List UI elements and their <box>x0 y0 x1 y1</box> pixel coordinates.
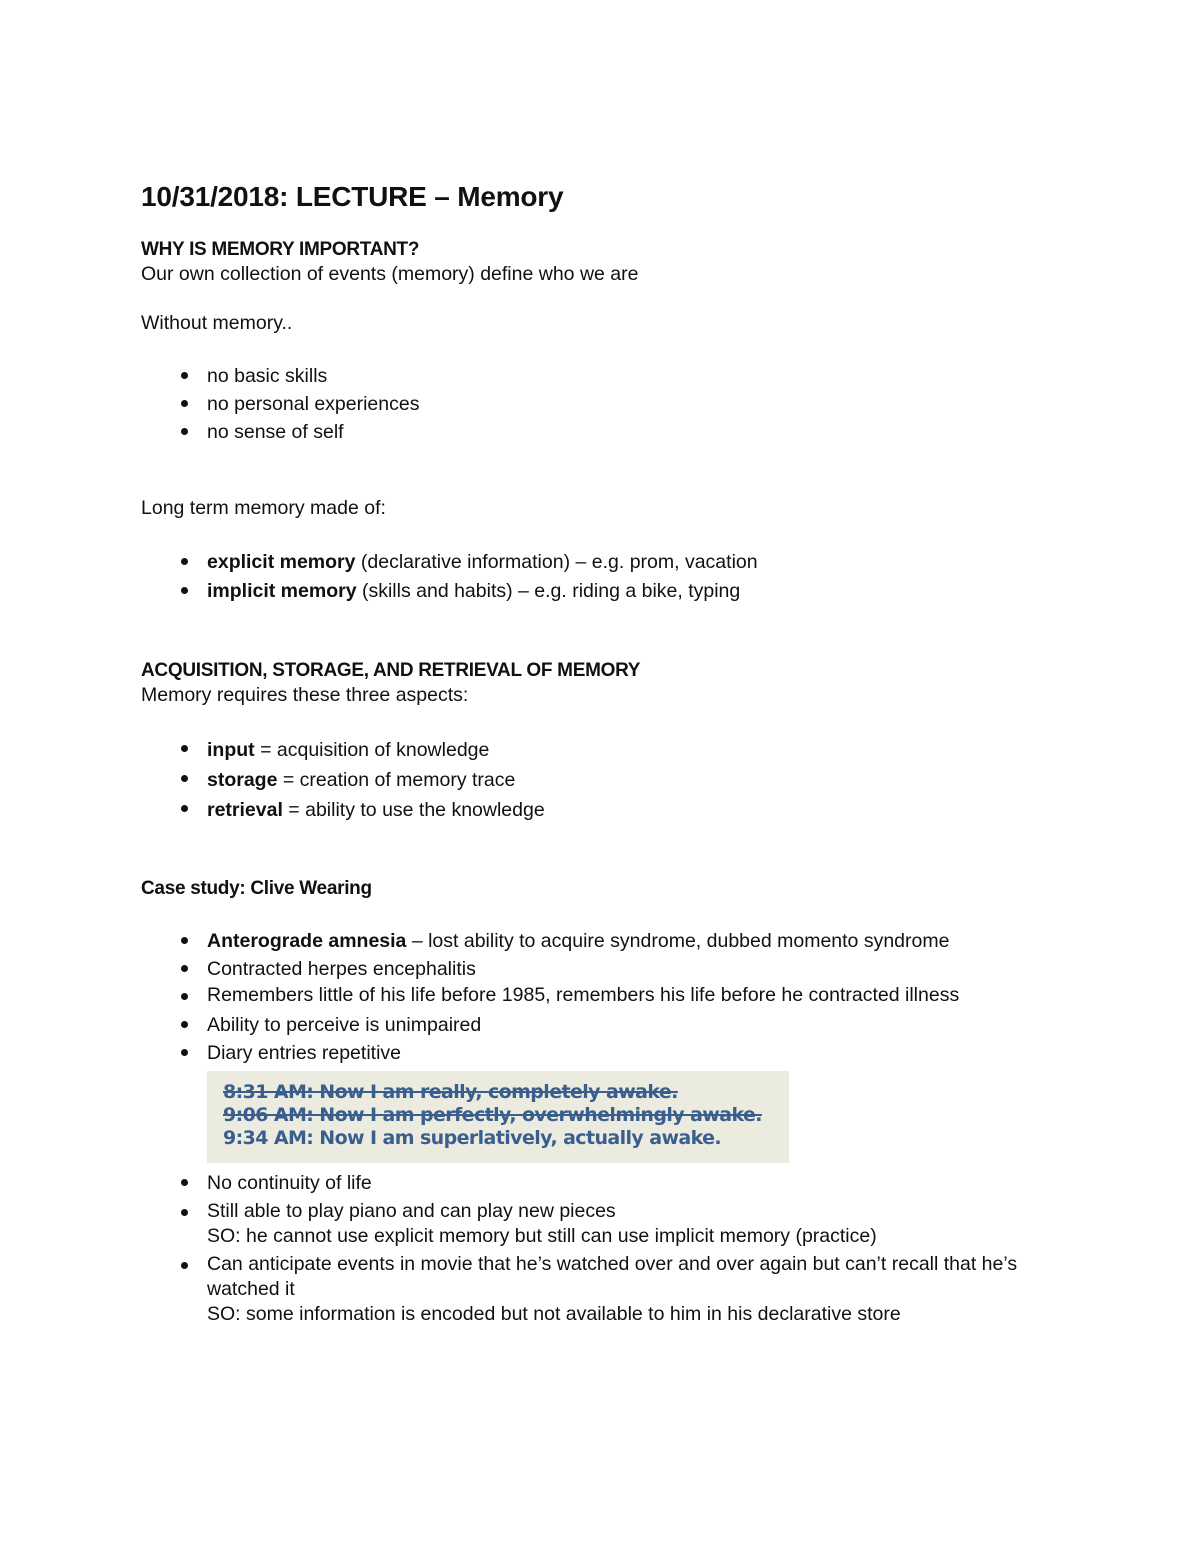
paragraph: Our own collection of events (memory) define who we are <box>141 263 639 285</box>
definition: = ability to use the knowledge <box>282 799 545 821</box>
list-item-text: Can anticipate events in movie that he’s watched over and over again but can’t recall that he’s watched it <box>207 1253 1018 1300</box>
definition: – lost ability to acquire syndrome, dubbed momento syndrome <box>406 930 950 952</box>
definition: (declarative information) – e.g. prom, vacation <box>355 551 758 573</box>
bullet-list <box>141 362 1071 446</box>
list-item <box>141 1199 1071 1249</box>
list-item-conclusion: SO: some information is encoded but not available to him in his declarative store <box>207 1303 901 1325</box>
bullet-list <box>141 927 1071 1067</box>
list-item <box>141 927 1071 955</box>
term: input <box>207 739 255 761</box>
list-item <box>141 765 1071 795</box>
section-heading-acquisition: ACQUISITION, STORAGE, AND RETRIEVAL OF MEMORY <box>141 660 641 681</box>
definition: = creation of memory trace <box>277 769 516 791</box>
term: storage <box>207 769 278 791</box>
term: retrieval <box>207 799 283 821</box>
paragraph: Without memory.. <box>141 312 293 334</box>
bullet-list <box>141 735 1071 825</box>
list-item <box>141 735 1071 765</box>
document-page <box>141 178 1071 1327</box>
list-item <box>141 1252 1071 1327</box>
bullet-list <box>141 1169 1071 1327</box>
list-item: no personal experiences <box>141 390 1071 418</box>
list-item: Diary entries repetitive <box>141 1039 1071 1067</box>
list-item <box>141 795 1071 825</box>
definition: = acquisition of knowledge <box>254 739 490 761</box>
diary-excerpt-image <box>207 1071 789 1163</box>
diary-line: 9:06 AM: Now I am perfectly, overwhelmingly awake. <box>223 1104 762 1126</box>
section-heading-case-study: Case study: Clive Wearing <box>141 878 372 899</box>
term: implicit memory <box>207 580 357 602</box>
list-item-conclusion: SO: he cannot use explicit memory but still can use implicit memory (practice) <box>207 1225 877 1247</box>
definition: (skills and habits) – e.g. riding a bike, typing <box>356 580 741 602</box>
list-item: Contracted herpes encephalitis <box>141 955 1071 983</box>
list-item: no basic skills <box>141 362 1071 390</box>
paragraph: Memory requires these three aspects: <box>141 684 469 706</box>
term: explicit memory <box>207 551 356 573</box>
diary-line: 8:31 AM: Now I am really, completely awake. <box>223 1081 678 1103</box>
list-item: Remembers little of his life before 1985, remembers his life before he contracted illness <box>141 983 1071 1008</box>
list-item <box>141 577 1071 606</box>
list-item: No continuity of life <box>141 1169 1071 1197</box>
paragraph: Long term memory made of: <box>141 497 386 519</box>
list-item: Ability to perceive is unimpaired <box>141 1011 1071 1039</box>
list-item <box>141 548 1071 577</box>
diary-line: 9:34 AM: Now I am superlatively, actually awake. <box>223 1127 722 1149</box>
list-item: no sense of self <box>141 418 1071 446</box>
list-item-text: Still able to play piano and can play new pieces <box>207 1200 616 1222</box>
bullet-list <box>141 548 1071 606</box>
term: Anterograde amnesia <box>207 930 407 952</box>
section-heading-why: WHY IS MEMORY IMPORTANT? <box>141 239 420 260</box>
page-title: 10/31/2018: LECTURE – Memory <box>141 181 564 212</box>
